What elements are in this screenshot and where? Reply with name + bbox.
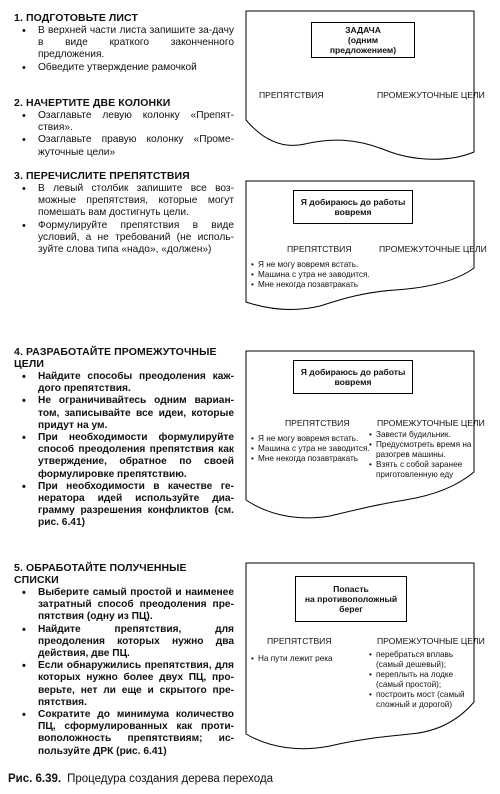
- step-2-title: 2. НАЧЕРТИТЕ ДВЕ КОЛОНКИ: [14, 97, 171, 109]
- task-box: [293, 190, 413, 224]
- list-item: • При необходимости формулируйте способ преодоления препятствия как утверждение, обратное по своей формулировке препятствию.: [38, 432, 234, 481]
- list-item: • На пути лежит река: [251, 654, 361, 664]
- task-line: Попасть: [333, 584, 369, 594]
- step-1-title: 1. ПОДГОТОВЬТЕ ЛИСТ: [14, 12, 138, 24]
- step-2-list: [14, 110, 234, 159]
- task-line: ЗАДАЧА: [345, 25, 381, 35]
- list-item: • В левый столбик запишите все воз-можные препятствия, которые могут помешать вам достигнуть цели.: [38, 183, 234, 220]
- list-item: • построить мост (самый сложный и дорогой): [369, 690, 473, 710]
- list-item: • Я не могу вовремя встать.: [251, 260, 371, 270]
- task-line: берег: [339, 604, 363, 614]
- task-line: Я добираюсь до работы: [300, 197, 406, 207]
- task-box: [293, 360, 413, 394]
- intermediate-goals-header: ПРОМЕЖУТОЧНЫЕ ЦЕЛИ: [379, 244, 487, 254]
- figure-caption: [8, 772, 273, 786]
- intermediate-goals-header: ПРОМЕЖУТОЧНЫЕ ЦЕЛИ: [377, 90, 485, 100]
- list-item: • перебраться вплавь (самый дешевый);: [369, 650, 473, 670]
- list-item: • Мне некогда позавтракать: [251, 280, 371, 290]
- figure-label: Рис. 6.39.: [8, 773, 62, 785]
- list-item: • Я не могу вовремя встать.: [251, 434, 371, 444]
- list-item: • Озаглавьте правую колонку «Проме-жуточные цели»: [38, 134, 234, 158]
- step-2: [14, 97, 234, 159]
- step-3-title: 3. ПЕРЕЧИСЛИТЕ ПРЕПЯТСТВИЯ: [14, 170, 190, 182]
- intermediate-goals-list: [369, 430, 473, 480]
- list-item: • переплыть на лодке (самый простой);: [369, 670, 473, 690]
- obstacles-header: ПРЕПЯТСТВИЯ: [267, 636, 332, 646]
- list-item: • Если обнаружились препятствия, для которых нужно более двух ПЦ, про-верьте, нет ли еще и скрытого пре-пятствия.: [38, 660, 234, 709]
- task-line: вовремя: [334, 377, 372, 387]
- obstacles-header: ПРЕПЯТСТВИЯ: [285, 418, 350, 428]
- obstacles-list: [251, 434, 371, 464]
- step-5-list: [14, 587, 234, 758]
- step-4-title: 4. РАЗРАБОТАЙТЕ ПРОМЕЖУТОЧНЫЕ ЦЕЛИ: [14, 346, 217, 370]
- example-sheet-2: [245, 180, 487, 310]
- intermediate-goals-header: ПРОМЕЖУТОЧНЫЕ ЦЕЛИ: [377, 418, 485, 428]
- list-item: • Выберите самый простой и наименее затратный способ преодоления пре-пятствия (одну из ПЦ).: [38, 587, 234, 624]
- list-item: • В верхней части листа запишите за-дачу в виде краткого законченного предложения.: [38, 25, 234, 62]
- step-1-list: [14, 25, 234, 74]
- example-sheet-3: [245, 350, 485, 520]
- example-sheet-4: [245, 562, 485, 752]
- list-item: • Взять с собой заранее приготовленную еду: [369, 460, 473, 480]
- intermediate-goals-list: [369, 650, 473, 710]
- step-3: [14, 170, 234, 256]
- obstacles-list: [251, 654, 361, 664]
- task-line: на противоположный: [304, 594, 398, 604]
- list-item: • Мне некогда позавтракать: [251, 454, 371, 464]
- task-line: вовремя: [334, 207, 372, 217]
- list-item: • Обведите утверждение рамочкой: [38, 62, 234, 74]
- list-item: • Озаглавьте левую колонку «Препят-ствия».: [38, 110, 234, 134]
- obstacles-header: ПРЕПЯТСТВИЯ: [287, 244, 352, 254]
- task-box: [295, 576, 407, 622]
- step-5-title: 5. ОБРАБОТАЙТЕ ПОЛУЧЕННЫЕ СПИСКИ: [14, 562, 187, 586]
- list-item: • При необходимости в качестве ге-нератора идей используйте диа-грамму разрешения конфликтов (см. рис. 6.41): [38, 481, 234, 530]
- list-item: • Найдите способы преодоления каж-дого препятствия.: [38, 371, 234, 395]
- list-item: • Сократите до минимума количество ПЦ, сформулированных как проти-воположность препятствиям; ис-пользуйте ДРК (рис. 6.41): [38, 709, 234, 758]
- example-sheet-1: [245, 10, 485, 160]
- step-5: [14, 562, 234, 758]
- list-item: • Машина с утра не заводится.: [251, 270, 371, 280]
- task-box: [311, 22, 415, 58]
- list-item: • Предусмотреть время на разогрев машины.: [369, 440, 473, 460]
- step-3-list: [14, 183, 234, 256]
- intermediate-goals-header: ПРОМЕЖУТОЧНЫЕ ЦЕЛИ: [377, 636, 485, 646]
- task-line: Я добираюсь до работы: [300, 367, 406, 377]
- step-4: [14, 346, 234, 530]
- list-item: • Формулируйте препятствия в виде условий, а не требований (не исполь-зуйте слова типа «надо», «должен»): [38, 220, 234, 257]
- obstacles-header: ПРЕПЯТСТВИЯ: [259, 90, 324, 100]
- list-item: • Найдите препятствия, для преодоления которых нужно два действия, две ПЦ.: [38, 624, 234, 661]
- list-item: • Завести будильник.: [369, 430, 473, 440]
- step-1: [14, 12, 234, 74]
- list-item: • Машина с утра не заводится.: [251, 444, 371, 454]
- step-4-list: [14, 371, 234, 530]
- task-line: (одним предложением): [329, 35, 397, 55]
- list-item: • Не ограничивайтесь одним вариан-том, записывайте все идеи, которые придут на ум.: [38, 395, 234, 432]
- figure-caption-text: Процедура создания дерева перехода: [67, 773, 274, 785]
- obstacles-list: [251, 260, 371, 290]
